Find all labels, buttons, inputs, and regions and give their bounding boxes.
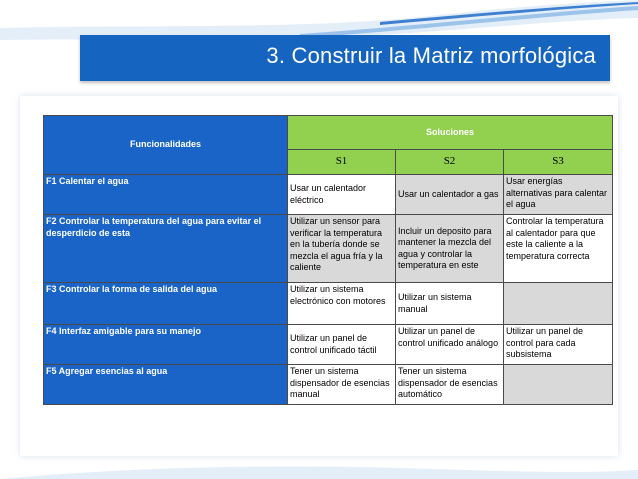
table-header-row xyxy=(44,116,613,150)
header-s2: S2 xyxy=(396,150,504,175)
solution-cell-f5-s2: Tener un sistema dispensador de esencias automático xyxy=(396,365,504,405)
header-s1: S1 xyxy=(288,150,396,175)
solution-cell-f1-s3: Usar energías alternativas para calentar el agua xyxy=(504,175,613,215)
table-row xyxy=(44,215,613,283)
function-cell-f3: F3 Controlar la forma de salida del agua xyxy=(44,283,288,325)
function-cell-f5: F5 Agregar esencias al agua xyxy=(44,365,288,405)
function-cell-f1: F1 Calentar el agua xyxy=(44,175,288,215)
header-s3: S3 xyxy=(504,150,613,175)
morphological-matrix-table xyxy=(43,115,613,405)
solution-cell-f1-s2: Usar un calentador a gas xyxy=(396,175,504,215)
solution-cell-f2-s2: Incluir un deposito para mantener la mezcla del agua y controlar la temperatura en este xyxy=(396,215,504,283)
solution-cell-f5-s1: Tener un sistema dispensador de esencias manual xyxy=(288,365,396,405)
solution-cell-f4-s3: Utilizar un panel de control para cada subsistema xyxy=(504,325,613,365)
solution-cell-f2-s3: Controlar la temperatura al calentador para que este la caliente a la temperatura correcta xyxy=(504,215,613,283)
header-solutions: Soluciones xyxy=(288,116,613,150)
solution-cell-f3-s2: Utilizar un sistema manual xyxy=(396,283,504,325)
solution-cell-f4-s2: Utilizar un panel de control unificado análogo xyxy=(396,325,504,365)
table-row xyxy=(44,175,613,215)
solution-cell-f5-s3 xyxy=(504,365,613,405)
solution-cell-f1-s1: Usar un calentador eléctrico xyxy=(288,175,396,215)
table-row xyxy=(44,365,613,405)
solution-cell-f3-s1: Utilizar un sistema electrónico con motores xyxy=(288,283,396,325)
solution-cell-f2-s1: Utilizar un sensor para verificar la temperatura en la tubería donde se mezcla el agua fría y la caliente xyxy=(288,215,396,283)
bottom-wave-decoration xyxy=(0,458,638,479)
table-row xyxy=(44,325,613,365)
title-bar xyxy=(80,35,610,81)
solution-cell-f3-s3 xyxy=(504,283,613,325)
function-cell-f4: F4 Interfaz amigable para su manejo xyxy=(44,325,288,365)
header-functionalities: Funcionalidades xyxy=(44,116,288,175)
function-cell-f2: F2 Controlar la temperatura del agua para evitar el desperdicio de esta xyxy=(44,215,288,283)
table-row xyxy=(44,283,613,325)
slide-title: 3. Construir la Matriz morfológica xyxy=(266,43,596,68)
solution-cell-f4-s1: Utilizar un panel de control unificado táctil xyxy=(288,325,396,365)
